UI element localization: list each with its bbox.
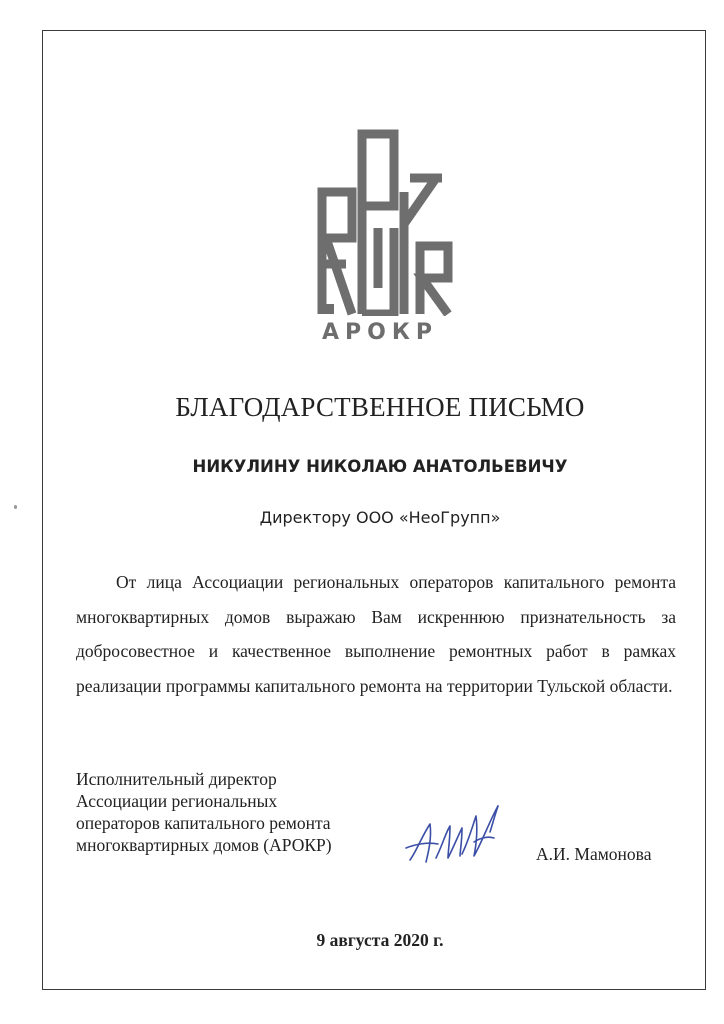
signer-title [76, 768, 396, 856]
recipient-position: Директору ООО «НеоГрупп» [259, 508, 501, 527]
logo-text: АРОКР [322, 320, 438, 345]
recipient-name: НИКУЛИНУ НИКОЛАЮ АНАТОЛЬЕВИЧУ [192, 457, 568, 476]
letter-title: БЛАГОДАРСТВЕННОЕ ПИСЬМО [175, 392, 585, 422]
handwritten-signature-icon [402, 798, 514, 870]
letter-body: От лица Ассоциации региональных операторов капитального ремонта многоквартирных домов выражаю Вам искреннюю признательность за добросовестное и качественное выполнение ремонтных работ в рамках реализации программы капитального ремонта на территории Тульской области. [76, 572, 676, 696]
signer-title-line: операторов капитального ремонта [76, 813, 331, 833]
letter-date: 9 августа 2020 г. [316, 930, 444, 950]
signer-title-line: Ассоциации региональных [76, 791, 278, 811]
arokr-logo-icon [296, 128, 468, 316]
signer-name: А.И. Мамонова [536, 844, 652, 864]
signer-title-line: Исполнительный директор [76, 769, 277, 789]
signer-title-line: многоквартирных домов (АРОКР) [76, 835, 332, 855]
scan-speck [14, 505, 17, 509]
